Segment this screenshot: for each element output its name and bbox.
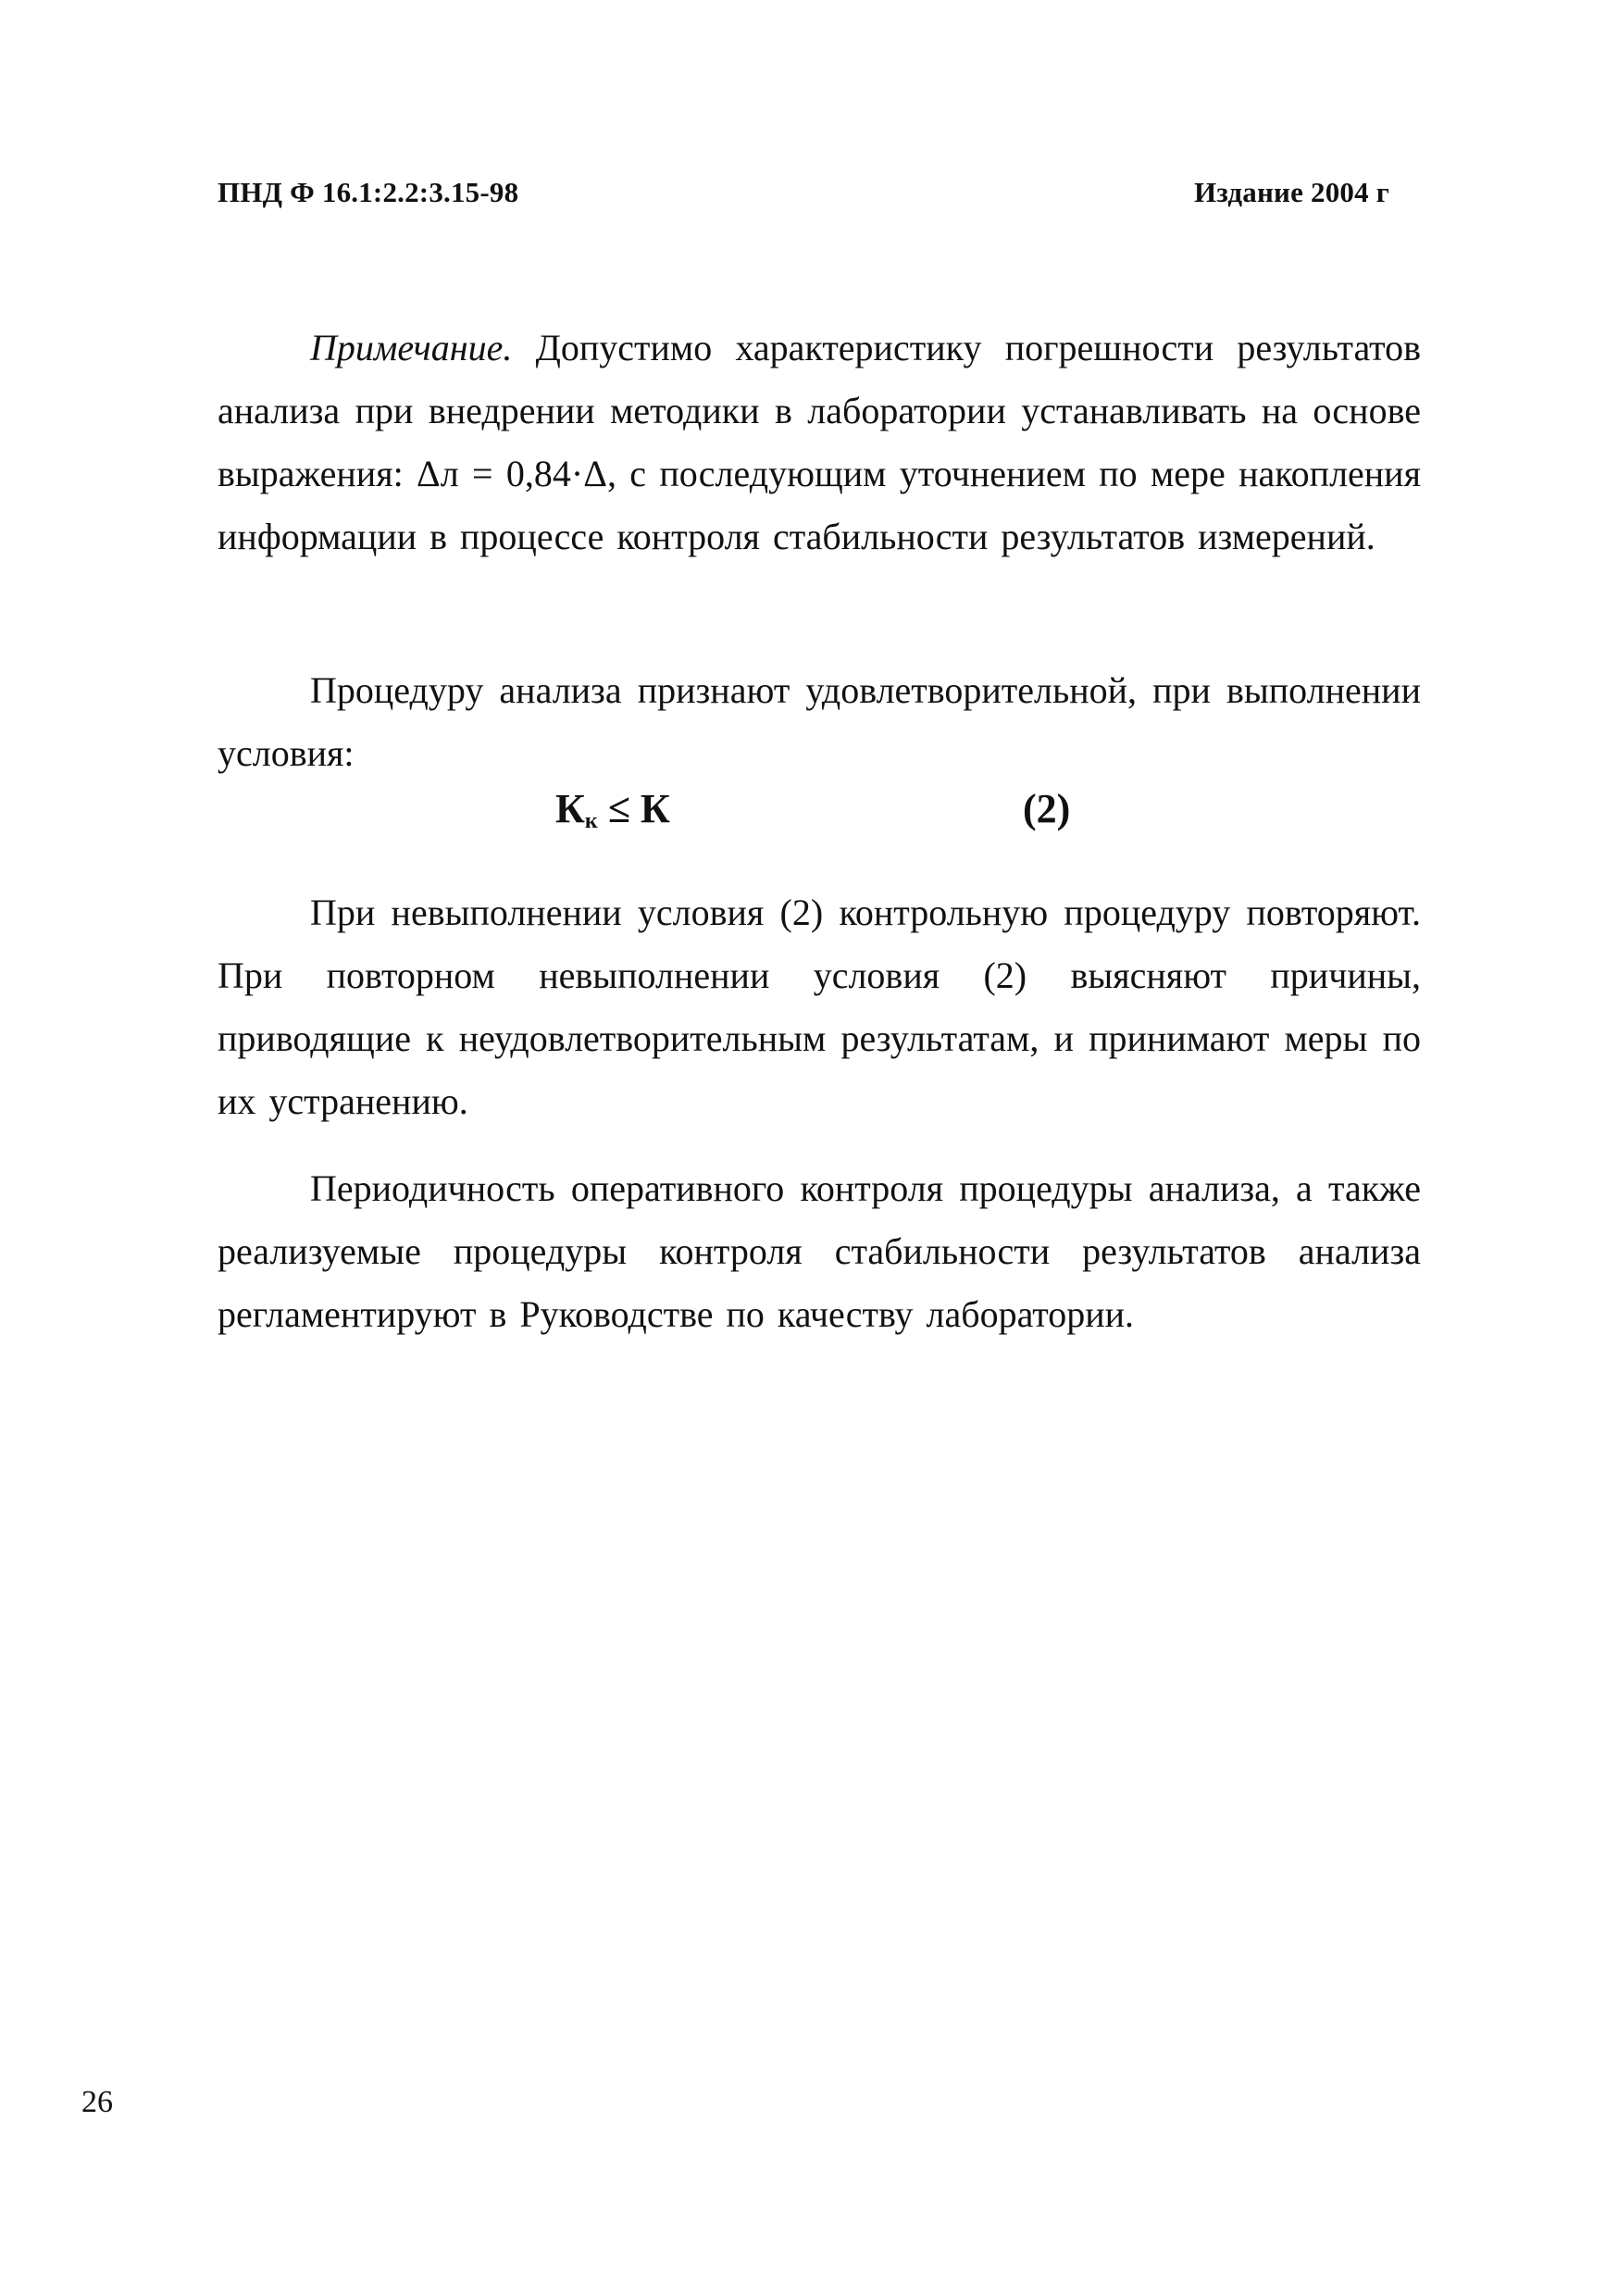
note-paragraph — [218, 317, 1421, 568]
repeat-paragraph: При невыполнении условия (2) контрольную процедуру повторяют. При повторном невыполнении условия (2) выясняют причины, приводящие к неудовлетворительным результатам, и принимают меры по их устранению. — [218, 892, 1421, 1122]
formula-lhs: К — [555, 786, 585, 831]
document-code: ПНД Ф 16.1:2.2:3.15-98 — [218, 176, 519, 208]
note-text: Допустимо характеристику погрешности результатов анализа при внедрении методики в лаборатории устанавливать на основе выражения: Δл = 0,84·Δ, с последующим уточнением по мере накопления информации в процессе контроля стабильности результатов измерений. — [218, 327, 1421, 557]
formula-lhs-subscript: к — [584, 809, 598, 833]
periodicity-paragraph: Периодичность оперативного контроля процедуры анализа, а также реализуемые процедуры контроля стабильности результатов анализа регламентируют в Руководстве по качеству лаборатории. — [218, 1167, 1421, 1335]
note-label: Примечание. — [310, 327, 513, 368]
formula-operator: ≤ — [607, 786, 630, 831]
condition-formula — [555, 785, 670, 834]
formula-rhs: К — [640, 786, 670, 831]
formula-number: (2) — [1023, 786, 1071, 831]
procedure-paragraph: Процедуру анализа признают удовлетворительной, при выполнении условия: — [218, 669, 1421, 774]
page-number: 26 — [81, 2085, 113, 2119]
edition-year: Издание 2004 г — [1194, 176, 1390, 208]
